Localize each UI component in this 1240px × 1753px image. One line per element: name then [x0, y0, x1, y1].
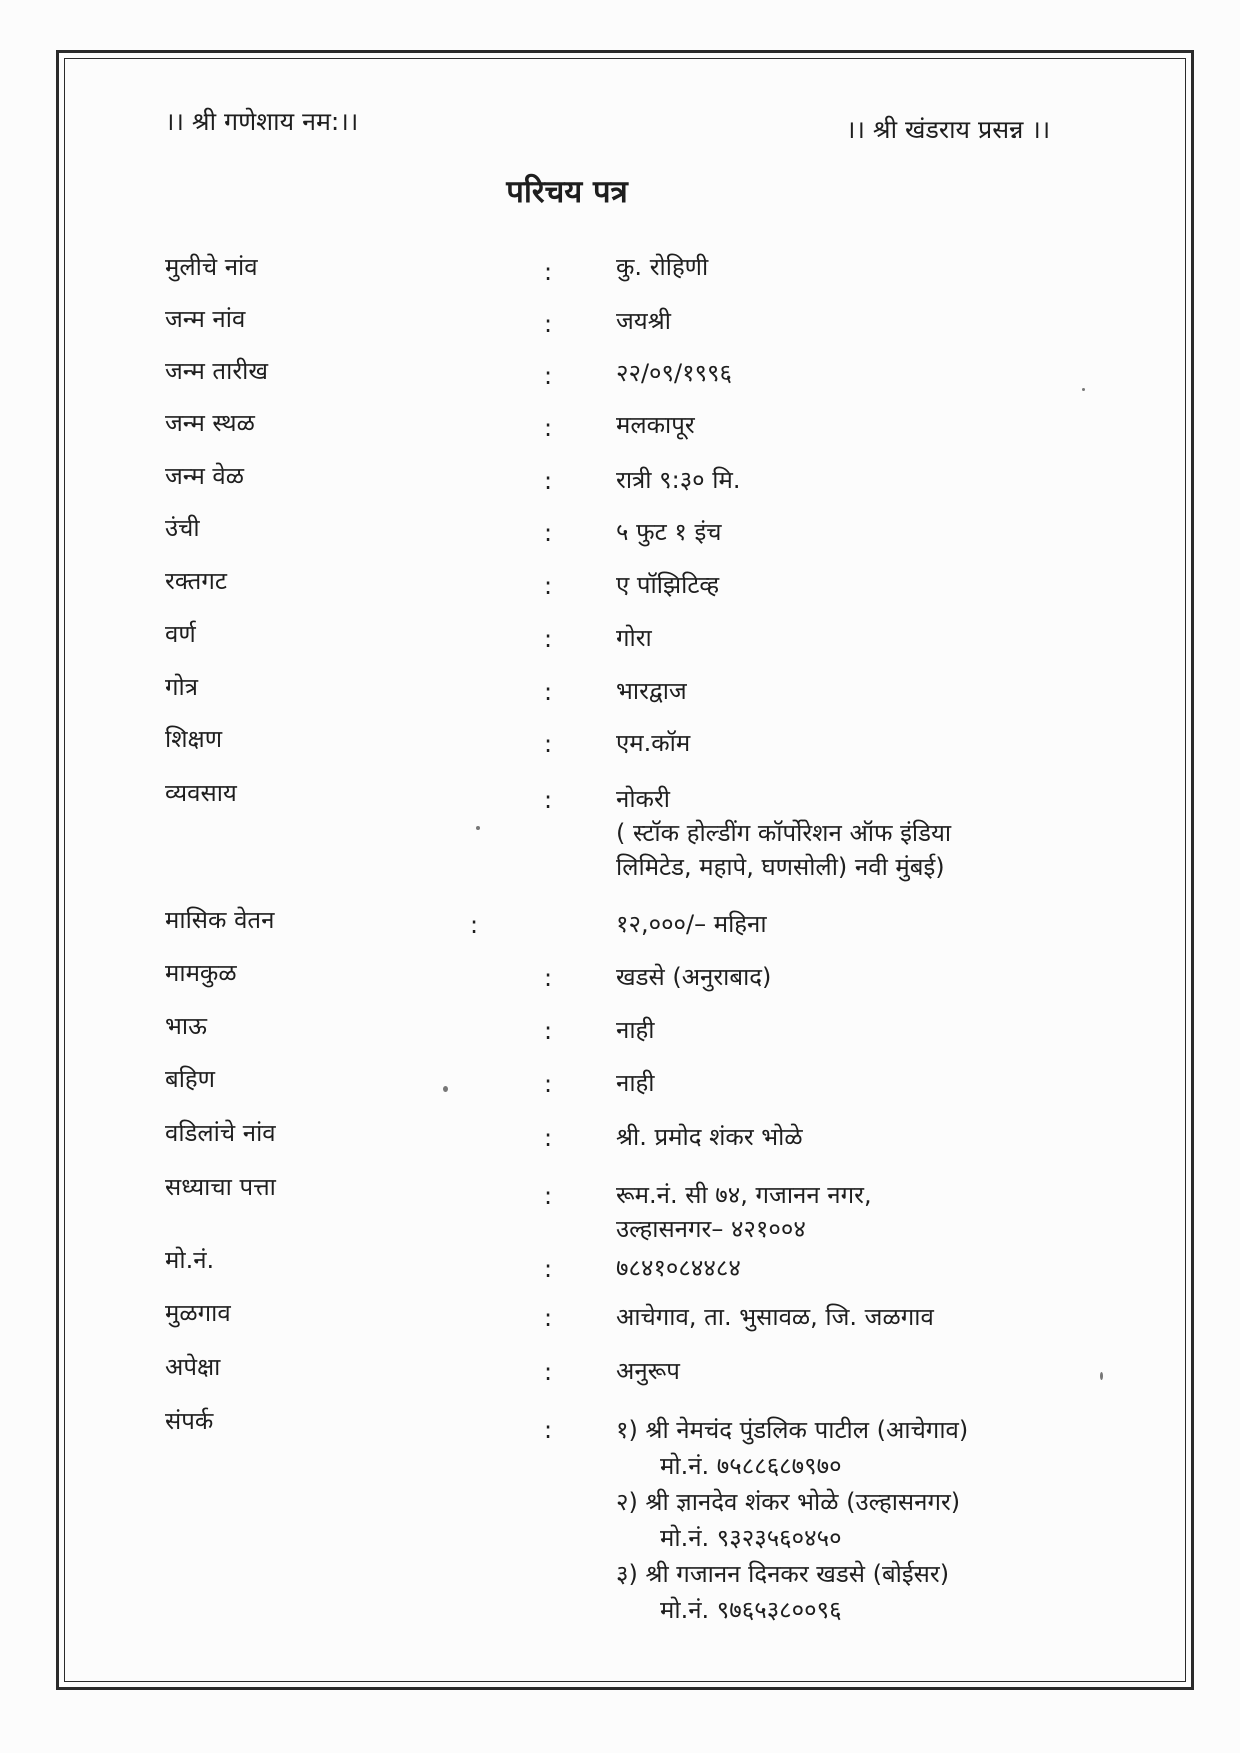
separator: :: [544, 1070, 553, 1098]
separator: :: [544, 730, 553, 758]
separator: :: [544, 467, 553, 495]
field-value: मलकापूर: [616, 411, 695, 439]
field-value: नाही: [616, 1016, 655, 1044]
separator: :: [544, 1304, 553, 1332]
field-label: सध्याचा पत्ता: [165, 1173, 276, 1201]
field-label: बहिण: [165, 1065, 216, 1093]
field-value: आचेगाव, ता. भुसावळ, जि. जळगाव: [616, 1303, 934, 1331]
scan-speck: [1082, 388, 1085, 391]
separator: :: [544, 310, 553, 338]
field-value: ए पॉझिटिव्ह: [616, 571, 720, 599]
separator: :: [470, 911, 479, 939]
field-label: वडिलांचे नांव: [165, 1119, 276, 1147]
scan-speck: [443, 1086, 448, 1092]
field-label: मुलीचे नांव: [165, 253, 258, 281]
occupation-line: लिमिटेड, महापे, घणसोली) नवी मुंबई): [616, 853, 945, 881]
separator: :: [544, 1124, 553, 1152]
separator: :: [544, 414, 553, 442]
field-label: जन्म नांव: [165, 305, 246, 333]
occupation-line: नोकरी: [616, 785, 670, 813]
field-value: ७८४१०८४४८४: [616, 1254, 741, 1282]
field-label: उंची: [165, 514, 200, 542]
contact-phone: मो.नं. ७५८८६८७९७०: [660, 1452, 842, 1480]
field-label: भाऊ: [165, 1012, 207, 1040]
field-value: गोरा: [616, 624, 652, 652]
field-value: भारद्वाज: [616, 677, 687, 705]
field-label: मासिक वेतन: [165, 906, 275, 934]
invocation-left: ।। श्री गणेशाय नम:।।: [165, 107, 359, 136]
separator: :: [544, 258, 553, 286]
page-title: परिचय पत्र: [506, 174, 628, 210]
field-value: एम.कॉम: [616, 729, 691, 757]
field-label: मो.नं.: [165, 1246, 215, 1274]
separator: :: [544, 1017, 553, 1045]
separator: :: [544, 964, 553, 992]
separator: :: [544, 519, 553, 547]
field-label: संपर्क: [165, 1407, 214, 1435]
separator: :: [544, 1182, 553, 1210]
separator: :: [544, 362, 553, 390]
separator: :: [544, 1358, 553, 1386]
contact-name: १) श्री नेमचंद पुंडलिक पाटील (आचेगाव): [616, 1416, 969, 1444]
separator: :: [544, 1416, 553, 1444]
field-value: नाही: [616, 1069, 655, 1097]
field-label: गोत्र: [165, 673, 198, 701]
field-label: जन्म स्थळ: [165, 409, 255, 437]
separator: :: [544, 625, 553, 653]
field-label: मामकुळ: [165, 959, 237, 987]
contact-list: [616, 1412, 968, 1628]
field-label: व्यवसाय: [165, 779, 237, 807]
scan-speck: [1100, 1372, 1103, 1380]
field-label: मुळगाव: [165, 1299, 231, 1327]
scan-speck: [476, 826, 480, 830]
field-label: जन्म तारीख: [165, 357, 268, 385]
occupation-line: ( स्टॉक होल्डींग कॉर्पोरेशन ऑफ इंडिया: [616, 819, 952, 847]
separator: :: [544, 786, 553, 814]
field-value-address: [616, 1178, 872, 1246]
separator: :: [544, 678, 553, 706]
field-value-occupation: [616, 782, 951, 884]
field-value: रात्री ९:३० मि.: [616, 466, 741, 494]
field-label: जन्म वेळ: [165, 462, 245, 490]
field-label: वर्ण: [165, 620, 196, 648]
field-value: ५ फुट १ इंच: [616, 518, 722, 546]
invocation-right: ।। श्री खंडराय प्रसन्न ।।: [846, 115, 1051, 144]
field-label: शिक्षण: [165, 725, 223, 753]
field-value: खडसे (अनुराबाद): [616, 963, 772, 991]
contact-name: २) श्री ज्ञानदेव शंकर भोळे (उल्हासनगर): [616, 1488, 961, 1516]
field-value: श्री. प्रमोद शंकर भोळे: [616, 1123, 803, 1151]
field-label: अपेक्षा: [165, 1353, 221, 1381]
field-label: रक्तगट: [165, 567, 227, 595]
address-line: उल्हासनगर– ४२१००४: [616, 1215, 806, 1243]
field-value: २२/०९/१९९६: [616, 359, 733, 387]
field-value: कु. रोहिणी: [616, 253, 709, 281]
separator: :: [544, 572, 553, 600]
contact-phone: मो.नं. ९७६५३८००९६: [660, 1596, 842, 1624]
field-value: १२,०००/– महिना: [616, 910, 767, 938]
contact-name: ३) श्री गजानन दिनकर खडसे (बोईसर): [616, 1560, 950, 1588]
address-line: रूम.नं. सी ७४, गजानन नगर,: [616, 1181, 872, 1209]
separator: :: [544, 1255, 553, 1283]
field-value: अनुरूप: [616, 1357, 680, 1385]
field-value: जयश्री: [616, 307, 671, 335]
contact-phone: मो.नं. ९३२३५६०४५०: [660, 1524, 842, 1552]
